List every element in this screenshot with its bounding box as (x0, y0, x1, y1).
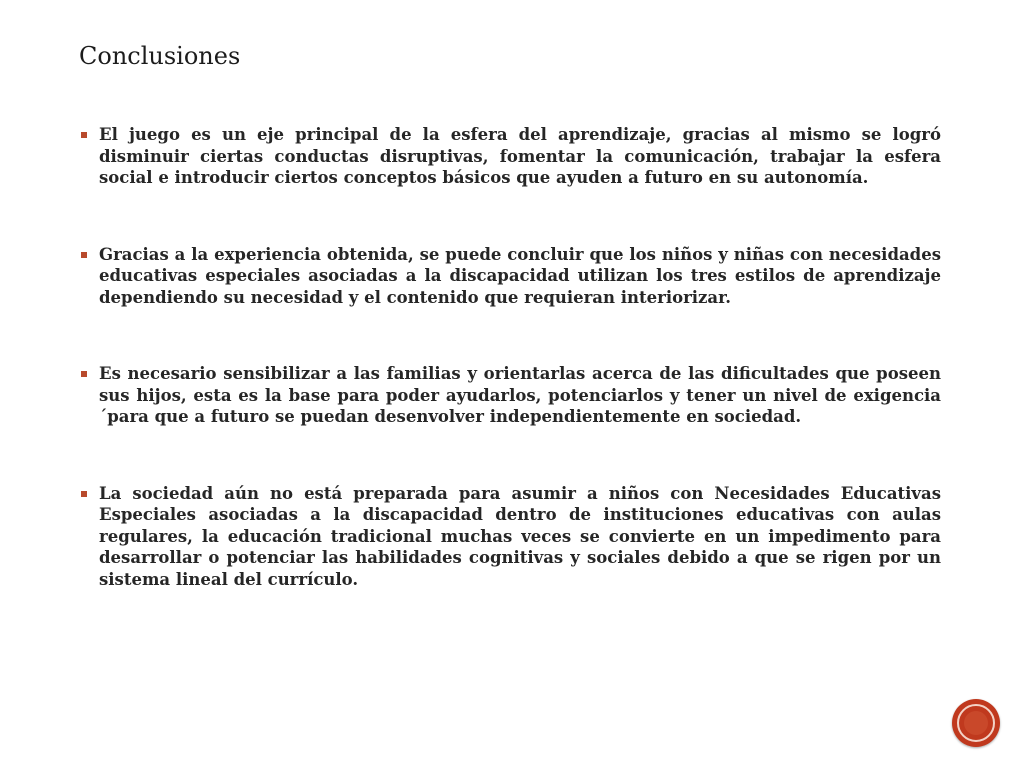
bullet-item (79, 483, 941, 591)
bullet-text: La sociedad aún no está preparada para asumir a niños con Necesidades Educativas Especiales asociadas a la discapacidad dentro de instituciones educativas con aulas regulares, la educación tradicional muchas veces se convierte en un impedimento para desarrollar o potenciar las habilidades cognitivas y sociales debido a que se rigen por un sistema lineal del currículo. (99, 483, 941, 589)
square-bullet-icon (81, 491, 87, 497)
bullet-text: Gracias a la experiencia obtenida, se puede concluir que los niños y niñas con necesidades educativas especiales asociadas a la discapacidad utilizan los tres estilos de aprendizaje dependiendo su necesidad y el contenido que requieran interiorizar. (99, 244, 941, 307)
slide-title: Conclusiones (79, 42, 241, 70)
bullet-text: El juego es un eje principal de la esfera del aprendizaje, gracias al mismo se logró disminuir ciertas conductas disruptivas, fomentar la comunicación, trabajar la esfera social e introducir ciertos conceptos básicos que ayuden a futuro en su autonomía. (99, 125, 941, 187)
square-bullet-icon (81, 371, 87, 377)
circle-nav-icon[interactable] (952, 699, 1000, 747)
square-bullet-icon (81, 252, 87, 258)
bullet-text: Es necesario sensibilizar a las familias y orientarlas acerca de las dificultades que poseen sus hijos, esta es la base para poder ayudarlos, potenciarlos y tener un nivel de exigencia ´para que a futuro se puedan desenvolver independientemente en sociedad. (99, 364, 941, 426)
bullet-list (79, 124, 941, 590)
square-bullet-icon (81, 132, 87, 138)
bullet-item (79, 124, 941, 189)
bullet-item (79, 244, 941, 309)
bullet-item (79, 363, 941, 428)
nav-inner (964, 711, 988, 735)
